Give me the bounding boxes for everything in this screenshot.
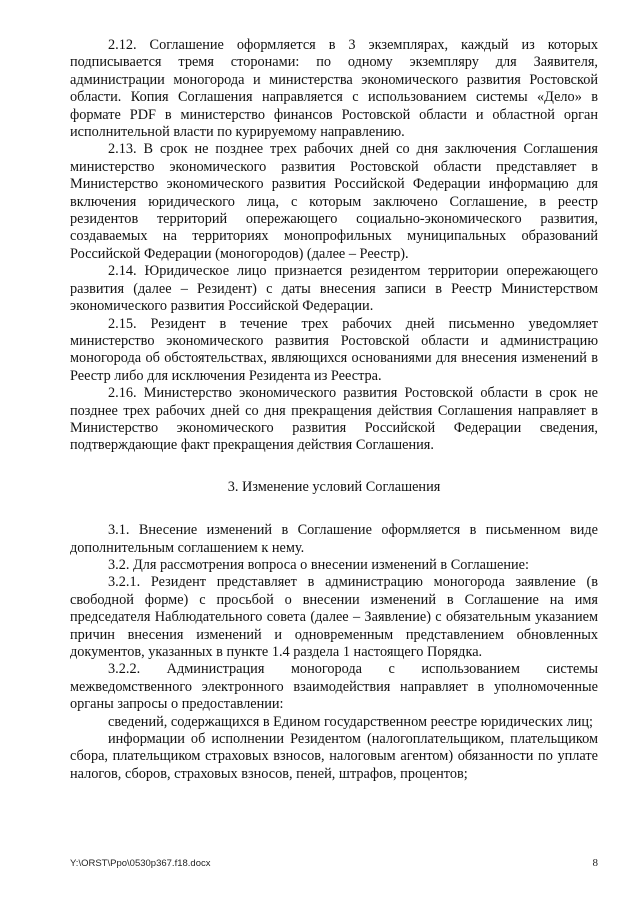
paragraph-2-15: 2.15. Резидент в течение трех рабочих дней письменно уведомляет министерство экономического развития Ростовской области и администрацию моногорода об обстоятельствах, являющихся основаниями для внесения изменений в Реестр либо для исключения Резидента из Реестра.: [70, 315, 598, 384]
footer-file-path: Y:\ORST\Ppo\0530p367.f18.docx: [70, 858, 211, 869]
paragraph-egrul: сведений, содержащихся в Едином государственном реестре юридических лиц;: [108, 713, 593, 730]
paragraph-3-2: 3.2. Для рассмотрения вопроса о внесении изменений в Соглашение:: [108, 556, 529, 573]
paragraph-3-1: 3.1. Внесение изменений в Соглашение оформляется в письменном виде дополнительным соглашением к нему.: [70, 522, 598, 556]
paragraph-2-16: 2.16. Министерство экономического развития Ростовской области в срок не позднее трех рабочих дней со дня прекращения действия Соглашения направляет в Министерство экономического развития Российской Федерации сведения, подтверждающие факт прекращения действия Соглашения.: [70, 385, 598, 454]
paragraph-tax-info: информации об исполнении Резидентом (налогоплательщиком, плательщиком сбора, плательщиком страховых взносов, налоговым агентом) обязанности по уплате налогов, сборов, страховых взносов, пеней, штрафов, процентов;: [70, 731, 598, 782]
paragraph-3-2-2: 3.2.2. Администрация моногорода с использованием системы межведомственного электронного взаимодействия направляет в уполномоченные органы запросы о предоставлении:: [70, 661, 598, 713]
document-body: [70, 37, 598, 783]
paragraph-3-2-1: 3.2.1. Резидент представляет в администрацию моногорода заявление (в свободной форме) с просьбой о внесении изменений в Соглашение на имя председателя Наблюдательного совета (далее – Заявление) с обязательным указанием причин внесения изменений и одновременным представлением обновленных документов, указанных в пункте 1.4 раздела 1 настоящего Порядка.: [70, 574, 598, 660]
page-number: 8: [592, 857, 598, 869]
paragraph-2-14: 2.14. Юридическое лицо признается резидентом территории опережающего развития (далее – Резидент) с даты внесения записи в Реестр Министерством экономического развития Российской Федерации.: [70, 263, 598, 315]
section-heading: 3. Изменение условий Соглашения: [227, 478, 441, 495]
paragraph-2-12: 2.12. Соглашение оформляется в 3 экземплярах, каждый из которых подписывается тремя сторонами: по одному экземпляру для Заявителя, администрации моногорода и министерства экономического развития Ростовской области. Копия Соглашения направляется с использованием системы «Дело» в формате PDF в министерство финансов Ростовской области и областной орган исполнительной власти по курируемому направлению.: [70, 37, 598, 141]
paragraph-2-13: 2.13. В срок не позднее трех рабочих дней со дня заключения Соглашения министерство экономического развития Ростовской области представляет в Министерство экономического развития Российской Федерации информацию для включения юридического лица, с которым заключено Соглашение, в реестр резидентов территорий опережающего социально-экономического развития, создаваемых на территориях монопрофильных муниципальных образований Российской Федерации (моногородов) (далее – Реестр).: [70, 141, 598, 262]
